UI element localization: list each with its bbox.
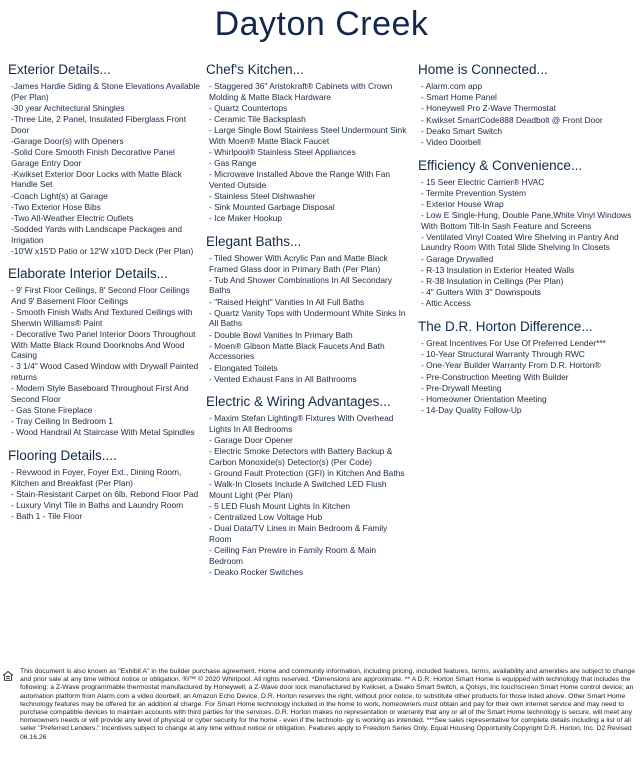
list-item: - Sink Mounted Garbage Disposal: [209, 202, 335, 213]
section-heading: Elegant Baths...: [206, 234, 302, 250]
list-item: - Tub And Shower Combinations In All Secondary Baths: [209, 274, 392, 296]
list-item: - 9' First Floor Ceilings, 8' Second Floor Ceilings And 9' Basement Floor Ceilings: [11, 285, 190, 307]
list-item: - Microwave Installed Above the Range With Fan Vented Outside: [209, 169, 391, 190]
feature-list: [418, 338, 640, 416]
list-item: -Two Exterior Hose Bibs: [11, 201, 101, 212]
list-item: - Stainless Steel Dishwasher: [209, 191, 316, 202]
list-item: - Gas Range: [209, 158, 257, 169]
list-item: - Maxim Stefan Lighting® Fixtures With Overhead Lights In All Bedrooms: [209, 413, 394, 434]
list-item: - Modern Style Baseboard Throughout First And Second Floor: [11, 383, 189, 404]
list-item: - Vented Exhaust Fans in All Bathrooms: [209, 373, 357, 384]
column-1: [8, 62, 202, 532]
list-item: - Pre-Construction Meeting With Builder: [421, 371, 569, 382]
list-item: - Great Incentives For Use Of Preferred Lender***: [421, 338, 606, 348]
column-3: [418, 62, 640, 426]
feature-list: [8, 285, 202, 437]
list-item: - "Raised Height" Vanities In All Full Baths: [209, 296, 365, 307]
feature-list: [206, 413, 410, 577]
list-item: - Gas Stone Fireplace: [11, 404, 93, 415]
section-electric-wiring: [206, 394, 410, 577]
list-item: - R-38 Insulation in Ceilings (Per Plan): [421, 276, 564, 287]
list-item: - Elongated Toilets: [209, 362, 278, 373]
list-item: - Ice Maker Hookup: [209, 213, 283, 224]
section-heading: The D.R. Horton Difference...: [418, 319, 593, 334]
disclaimer-footer: [0, 668, 643, 768]
list-item: - Alarm.com app: [421, 81, 482, 91]
list-item: - Ventilated Vinyl Coated Wire Shelving in Pantry And Laundry Room With Total Slide Shelving In Closets: [421, 231, 619, 253]
list-item: - Quartz Vanity Tops with Undermount White Sinks In All Baths: [209, 307, 406, 329]
list-item: - Large Single Bowl Stainless Steel Undermount Sink With Moen® Matte Black Faucet: [209, 125, 407, 146]
section-home-connected: [418, 62, 640, 148]
disclaimer-text: This document is also known as "Exhibit A" in the builder purchase agreement. Home and community information, including pricing, included features, terms, availability and amenities are subject to change and prior sale at any time without notice or obligation. ®/™ © 2020 Whirlpool. All rights reserved. *Dimensions are approximate. ** A D.R. Horton Smart Home is equipped with technology that includes the following: a Z-Wave programmable thermostat manufactured by Honeywell; a Z-Wave door lock manufactured by Kwikset, a Deako Smart Switch, a Qolsys, Inc touchscreen Smart Home control device; an automation platform from Alarm.com a video doorbell; an Amazon Echo Device. D.R. Horton reserves the right, without prior notice, to substitute other products for those listed above. Other Smart Home technology features may be offered for an addition al charge. For Smart Home technology included in the home to work, homeowners must obtain and pay for their own internet service and may need to purchase compatible devices to maintain accounts with third parties for the services. D.R. Horton makes no representation or warranty that any or all of the Smart Home technology is secure, will meet any homeowners needs or will provide any level of physical or cyber security for the home - even if the technolo- gy is working as intended. ***See sales representative for complete details including a list of all seller "Preferred Lenders." Incentives subject to change at any time without notice or obligation. Features apply to Freedom Series Only. Equal Housing Opportunity.Copyright D.R. Horton, Inc. D2 Revised 06.16.26: [20, 668, 635, 741]
list-item: - Attic Access: [421, 298, 471, 309]
list-item: - Stain-Resistant Carpet on 6lb. Rebond Floor Pad: [11, 488, 199, 499]
column-2: [206, 62, 410, 588]
list-item: - Ceramic Tile Backsplash: [209, 113, 306, 124]
list-item: - 10-Year Structural Warranty Through RWC: [421, 349, 585, 360]
list-item: - Walk-In Closets Include A Switched LED Flush Mount Light (Per Plan): [209, 479, 387, 500]
list-item: - One-Year Builder Warranty From D.R. Horton®: [421, 360, 601, 371]
feature-list: [8, 81, 202, 256]
list-item: -30 year Architectural Shingles: [11, 102, 125, 113]
section-heading: Elaborate Interior Details...: [8, 266, 168, 282]
list-item: - Staggered 36" Aristokraft® Cabinets with Crown Molding & Matte Black Hardware: [209, 81, 393, 102]
list-item: - 3 1/4" Wood Cased Window with Drywall Painted returns: [11, 361, 199, 382]
list-item: - Dual Data/TV Lines in Main Bedroom & Family Room: [209, 523, 388, 545]
list-item: -10'W x15'D Patio or 12'W x10'D Deck (Per Plan): [11, 245, 194, 256]
list-item: - 4" Gutters With 3" Downspouts: [421, 287, 541, 298]
list-item: -Garage Door(s) with Openers: [11, 135, 124, 146]
list-item: - Termite Prevention System: [421, 187, 527, 198]
list-item: - Wood Handrail At Staircase With Metal Spindles: [11, 427, 195, 438]
section-heading: Chef's Kitchen...: [206, 62, 304, 77]
equal-housing-opportunity-icon: [3, 671, 13, 681]
list-item: - 14-Day Quality Follow-Up: [421, 405, 522, 416]
list-item: - Ground Fault Protection (GFI) in Kitchen And Baths: [209, 468, 405, 479]
list-item: - Homeowner Orientation Meeting: [421, 393, 547, 404]
list-item: - Luxury Vinyl Tile in Baths and Laundry Room: [11, 499, 184, 510]
list-item: - Moen® Gibson Matte Black Faucets And Bath Accessories: [209, 340, 385, 362]
list-item: - Exterior House Wrap: [421, 198, 504, 209]
feature-list: [206, 253, 410, 384]
list-item: - Smart Home Panel: [421, 92, 497, 103]
list-item: - Ceiling Fan Prewire in Family Room & Main Bedroom: [209, 545, 377, 566]
list-item: -Coach Light(s) at Garage: [11, 190, 108, 201]
list-item: - Tiled Shower With Acrylic Pan and Matte Black Framed Glass door in Primary Bath (Per Plan): [209, 253, 388, 274]
page-title: Dayton Creek: [214, 5, 429, 43]
section-efficiency-convenience: [418, 158, 640, 309]
section-heading: Electric & Wiring Advantages...: [206, 394, 391, 410]
list-item: - Garage Drywalled: [421, 253, 494, 264]
feature-list: [8, 467, 202, 522]
section-chefs-kitchen: [206, 62, 410, 224]
section-heading: Efficiency & Convenience...: [418, 157, 583, 173]
list-item: - Electric Smoke Detectors with Battery Backup & Carbon Monoxide(s) Detector(s) (Per Code): [209, 446, 393, 467]
section-heading: Home is Connected...: [418, 62, 548, 77]
section-dr-horton-difference: [418, 319, 640, 416]
list-item: - Smooth Finish Walls And Textured Ceilings with Sherwin Williams® Paint: [11, 307, 193, 328]
section-flooring-details: [8, 448, 202, 522]
section-elegant-baths: [206, 234, 410, 384]
feature-list: [206, 81, 410, 224]
list-item: - Low E Single-Hung, Double Pane,White Vinyl Windows With Bottom Tilt-In Sash Feature and Screens: [421, 210, 632, 231]
list-item: - Deako Rocker Switches: [209, 567, 304, 577]
list-item: -James Hardie Siding & Stone Elevations Available (Per Plan): [11, 81, 200, 102]
list-item: - 15 Seer Electric Carrier® HVAC: [421, 176, 545, 187]
list-item: - Honeywell Pro Z-Wave Thermostat: [421, 103, 556, 114]
list-item: - R-13 Insulation in Exterior Heated Walls: [421, 264, 575, 275]
list-item: - Kwikset SmartCode888 Deadbolt @ Front Door: [421, 114, 603, 125]
section-exterior-details: [8, 62, 202, 256]
section-heading: Exterior Details...: [8, 62, 111, 77]
list-item: - Decorative Two Panel Interior Doors Throughout With Matte Black Round Doorknobs And Wood Casing: [11, 329, 196, 361]
list-item: -Solid Core Smooth Finish Decorative Panel Garage Entry Door: [11, 146, 175, 168]
list-item: - 5 LED Flush Mount Lights In Kitchen: [209, 501, 351, 512]
list-item: - Tray Ceiling In Bedroom 1: [11, 416, 113, 427]
list-item: - Revwood in Foyer, Foyer Ext., Dining Room, Kitchen and Breakfast (Per Plan): [11, 466, 182, 488]
list-item: - Deako Smart Switch: [421, 125, 502, 136]
list-item: -Kwikset Exterior Door Locks with Matte Black Handle Set: [11, 168, 182, 190]
list-item: -Sodded Yards with Landscape Packages and Irrigation: [11, 224, 183, 245]
feature-list: [418, 177, 640, 309]
list-item: -Three Lite, 2 Panel, Insulated Fiberglass Front Door: [11, 113, 187, 135]
list-item: -Two All-Weather Electric Outlets: [11, 212, 134, 223]
feature-list: [418, 81, 640, 148]
list-item: - Quartz Countertops: [209, 102, 288, 113]
list-item: - Double Bowl Vanities In Primary Bath: [209, 329, 353, 340]
list-item: - Centralized Low Voltage Hub: [209, 512, 323, 523]
list-item: - Bath 1 - Tile Floor: [11, 511, 83, 522]
section-interior-details: [8, 266, 202, 437]
list-item: - Garage Door Opener: [209, 435, 293, 446]
list-item: - Video Doorbell: [421, 136, 481, 147]
section-heading: Flooring Details....: [8, 447, 117, 463]
list-item: - Whirlpool® Stainless Steel Appliances: [209, 146, 356, 157]
list-item: - Pre-Drywall Meeting: [421, 382, 502, 393]
